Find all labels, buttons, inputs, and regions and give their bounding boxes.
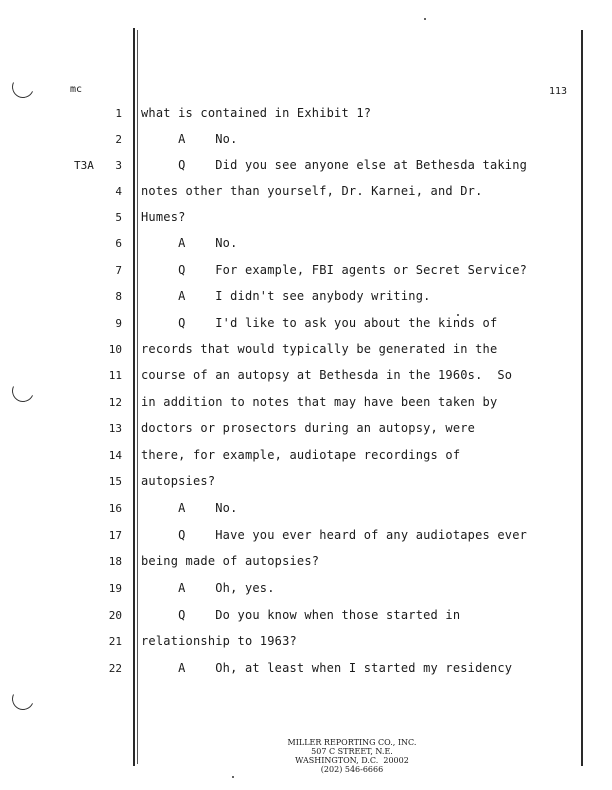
line-number: 5 (115, 211, 122, 224)
footer-phone: (202) 546-6666 (320, 765, 384, 774)
left-margin-rule-inner (137, 30, 138, 764)
scan-speck (424, 18, 426, 20)
transcript-line: A No. (141, 501, 238, 515)
transcript-line: course of an autopsy at Bethesda in the 1960s. So (141, 368, 513, 382)
transcript-line: Q I'd like to ask you about the kinds of (141, 316, 498, 330)
line-number: 2 (115, 133, 122, 146)
binder-hole-middle (9, 377, 37, 405)
binder-hole-bottom (9, 685, 37, 713)
transcript-line: A I didn't see anybody writing. (141, 289, 431, 303)
transcript-line: A No. (141, 236, 238, 250)
left-margin-rule (133, 28, 135, 766)
transcript-line: Q Do you know when those started in (141, 608, 461, 622)
line-number: 13 (108, 422, 122, 435)
line-number: 20 (108, 609, 122, 622)
transcript-line: in addition to notes that may have been taken by (141, 395, 498, 409)
line-number: 17 (108, 529, 122, 542)
transcript-line: what is contained in Exhibit 1? (141, 106, 372, 120)
line-number: 11 (108, 369, 122, 382)
line-number: 4 (115, 185, 122, 198)
transcript-line: Q Did you see anyone else at Bethesda taking (141, 158, 528, 172)
transcript-line: Humes? (141, 210, 186, 224)
margin-marker: T3A (74, 159, 94, 172)
scan-speck (457, 314, 459, 316)
transcript-line: autopsies? (141, 474, 216, 488)
footer-company: MILLER REPORTING CO., INC. (287, 738, 417, 747)
line-number: 7 (115, 264, 122, 277)
transcript-line: A Oh, yes. (141, 581, 275, 595)
transcript-line: A Oh, at least when I started my residency (141, 661, 513, 675)
footer-city: WASHINGTON, D.C. 20002 (295, 756, 409, 765)
transcript-line: relationship to 1963? (141, 634, 297, 648)
reporter-initials: mc (70, 84, 83, 95)
transcript-line: notes other than yourself, Dr. Karnei, and Dr. (141, 184, 483, 198)
line-number: 3 (115, 159, 122, 172)
line-number: 19 (108, 582, 122, 595)
line-number: 21 (108, 635, 122, 648)
line-number: 8 (115, 290, 122, 303)
transcript-line: Q Have you ever heard of any audiotapes ever (141, 528, 528, 542)
transcript-line: A No. (141, 132, 238, 146)
page-number: 113 (549, 86, 568, 97)
line-number: 22 (108, 662, 122, 675)
scan-speck (232, 776, 234, 778)
line-number: 15 (108, 475, 122, 488)
line-number: 6 (115, 237, 122, 250)
line-number: 9 (115, 317, 122, 330)
line-number: 18 (108, 555, 122, 568)
right-margin-rule (581, 30, 583, 766)
line-number: 14 (108, 449, 122, 462)
line-number: 10 (108, 343, 122, 356)
line-number: 1 (115, 107, 122, 120)
transcript-line: there, for example, audiotape recordings of (141, 448, 461, 462)
binder-hole-top (9, 73, 37, 101)
line-number: 16 (108, 502, 122, 515)
transcript-line: being made of autopsies? (141, 554, 320, 568)
footer-street: 507 C STREET, N.E. (311, 747, 393, 756)
transcript-line: records that would typically be generated in the (141, 342, 498, 356)
reporting-company-footer (252, 738, 452, 774)
transcript-line: doctors or prosectors during an autopsy, were (141, 421, 476, 435)
transcript-line: Q For example, FBI agents or Secret Service? (141, 263, 528, 277)
line-number: 12 (108, 396, 122, 409)
